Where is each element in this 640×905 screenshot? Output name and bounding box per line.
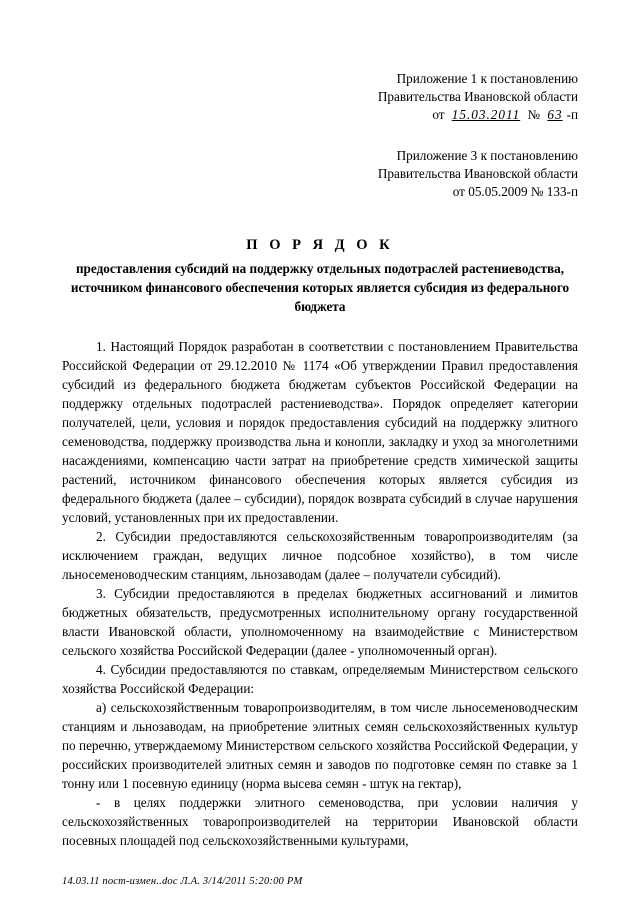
appendix-header-2-line1: Приложение 3 к постановлению [396,147,578,163]
document-title: П О Р Я Д О К [246,237,394,254]
paragraph-3: 3. Субсидии предоставляются в пределах бюджетных ассигнований и лимитов бюджетных обязательств, предусмотренных исполнительному органу государственной власти Ивановской области, уполномоченному на взаимодействие с Министерством сельского хозяйства Российской Федерации (далее - уполномоченный орган). [62,585,578,658]
appendix-header-2-line3: от 05.05.2009 № 133-п [452,184,578,200]
document-body [62,337,578,850]
appendix-header-1-line3 [212,106,578,124]
document-footer: 14.03.11 пост-измен..doc Л.А. 3/14/2011 5:20:00 PM [62,876,303,887]
number-label: № [527,107,541,123]
paragraph-4a-cont: - в целях поддержки элитного семеноводства, при условии наличия у сельскохозяйственных товаропроизводителей на территории Ивановской области посевных площадей под сельскохозяйственными культурами, [62,794,578,848]
appendix-header-2-line2: Правительства Ивановской области [377,165,578,181]
approval-number: 63 [547,107,563,123]
document-subtitle: предоставления субсидий на поддержку отдельных подотраслей растениеводства, источником финансового обеспечения которых является субсидия из федерального бюджета [70,261,570,314]
appendix-header-2 [212,147,578,202]
paragraph-1: 1. Настоящий Порядок разработан в соответствии с постановлением Правительства Российской Федерации от 29.12.2010 № 1174 «Об утверждении Правил предоставления субсидий из федерального бюджета бюджетам субъектов Российской Федерации на поддержку отдельных подотраслей растениеводства». Порядок определяет категории получателей, цели, условия и порядок предоставления субсидий на поддержку элитного семеноводства, поддержку производства льна и конопли, закладку и уход за многолетними насаждениями, компенсацию части затрат на приобретение средств химической защиты растений, источником финансового обеспечения которых является субсидия из федерального бюджета (далее – субсидии), порядок возврата субсидий в случае нарушения условий, установленных при их предоставлении. [62,338,578,525]
approval-date: 15.03.2011 [451,107,521,123]
appendix-header-1 [212,70,578,125]
paragraph-2: 2. Субсидии предоставляются сельскохозяйственным товаропроизводителям (за исключением граждан, ведущих личное подсобное хозяйство), в том числе льносеменоводческим станциям, льнозаводам (далее – получатели субсидий). [62,528,578,582]
date-prefix: от [432,107,445,123]
number-suffix: -п [566,107,578,123]
paragraph-4: 4. Субсидии предоставляются по ставкам, определяемым Министерством сельского хозяйства Российской Федерации: [62,661,578,696]
appendix-header-1-line2: Правительства Ивановской области [377,89,578,105]
paragraph-4a: а) сельскохозяйственным товаропроизводителям, в том числе льносеменоводческим станциям и льнозаводам, на приобретение элитных семян сельскохозяйственных культур по перечню, утверждаемому Министерством сельского хозяйства Российской Федерации, у российских производителей элитных семян и заводов по подготовке семян по ставке за 1 тонну или 1 посевную единицу (норма высева семян - штук на гектар), [62,699,578,791]
appendix-header-1-line1: Приложение 1 к постановлению [396,71,578,86]
